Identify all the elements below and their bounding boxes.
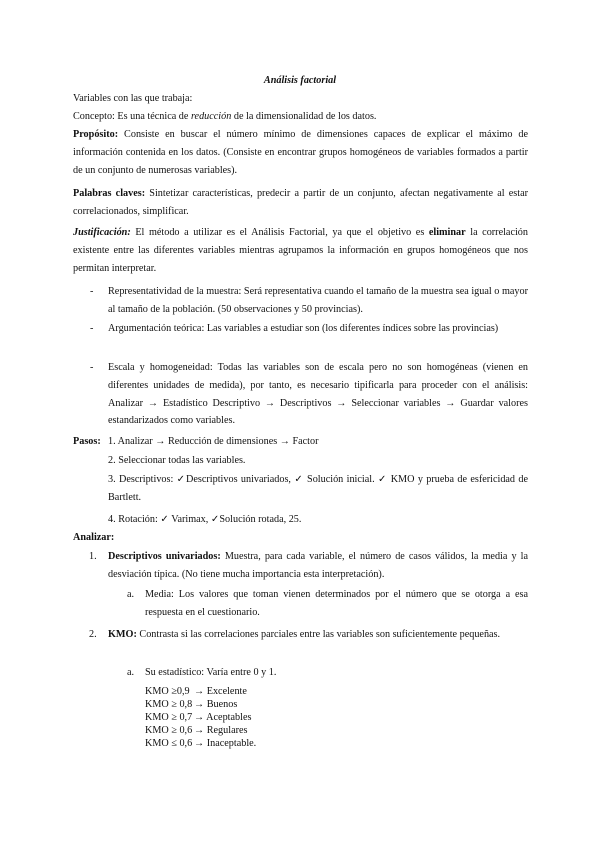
bullet-marker: - (90, 286, 94, 297)
concepto-text-post: de la dimensionalidad de los datos. (231, 111, 377, 122)
estadistico-subitem: Su estadístico: Varía entre 0 y 1. (145, 667, 277, 678)
justificacion-label: Justificación: (73, 227, 131, 238)
table-row (145, 698, 256, 711)
kmo-rating: → Aceptables (194, 712, 252, 723)
bullet-item: Argumentación teórica: Las variables a estudiar son (los diferentes índices sobre las provincias) (108, 323, 499, 334)
analizar-label: Analizar: (73, 532, 115, 543)
bullet-item: Escala y homogeneidad: Todas las variables son de escala pero no son homogéneas (vienen en diferentes unidades de medida), por tanto, es necesario tipificarla para proceder con el análisis: Analizar → Estadístico Descriptivo → Descriptivos → Seleccionar variables → Guardar valores estandarizados como variables. (108, 362, 528, 427)
proposito-label: Propósito: (73, 129, 119, 140)
kmo-threshold: KMO ≤ 0,6 (145, 738, 193, 749)
bullet-marker: - (90, 323, 94, 334)
justificacion-paragraph (73, 224, 528, 277)
concepto-paragraph (73, 108, 528, 126)
table-row (145, 685, 256, 698)
variables-line: Variables con las que trabaja: (73, 93, 193, 104)
kmo-rating: → Excelente (194, 686, 247, 697)
palabras-label: Palabras claves: (73, 188, 146, 199)
kmo-text: Contrasta si las correlaciones parciales entre las variables son suficientemente pequeñas. (136, 629, 501, 640)
concepto-label: Concepto: (73, 111, 115, 122)
analizar-item-descriptivos (108, 548, 528, 584)
pasos-step: 2. Seleccionar todas las variables. (108, 455, 246, 466)
kmo-rating: → Inaceptable. (194, 738, 257, 749)
descriptivos-text: Muestra, para cada variable, el número de casos válidos, la media y la desviación típica. (No tiene mucha importancia esta interpretación). (108, 551, 528, 580)
concepto-emphasis: reducción (190, 111, 232, 122)
media-subitem: Media: Los valores que toman vienen determinados por el número que se otorga a esa respuesta en el cuestionario. (145, 589, 528, 618)
table-row (145, 711, 256, 724)
bullet-marker: - (90, 362, 94, 373)
sub-marker: a. (127, 667, 135, 678)
kmo-rating: → Buenos (194, 699, 238, 710)
pasos-step: 4. Rotación: ✓ Varimax, ✓Solución rotada, 25. (108, 514, 302, 525)
kmo-threshold: KMO ≥ 0,6 (145, 725, 193, 736)
sub-marker: a. (127, 589, 135, 600)
justificacion-emphasis: eliminar (428, 227, 466, 238)
palabras-paragraph (73, 185, 528, 221)
document-title: Análisis factorial (263, 75, 337, 86)
justificacion-text-post: la correlación existente entre las diferentes variables mientras agrupamos la información en grupos homogéneos que nos permitan interpretar. (73, 227, 528, 274)
pasos-step: 1. Analizar → Reducción de dimensiones → Factor (108, 436, 319, 447)
list-number: 2. (89, 629, 97, 640)
justificacion-text-pre: El método a utilizar es el Análisis Factorial, ya que el objetivo es (130, 227, 429, 238)
bullet-item: Representatividad de la muestra: Será representativa cuando el tamaño de la muestra sea igual o mayor al tamaño de la población. (50 observaciones y 50 provincias). (108, 286, 528, 315)
kmo-threshold: KMO ≥ 0,7 (145, 712, 193, 723)
descriptivos-label: Descriptivos univariados: (108, 551, 221, 562)
kmo-rating: → Regulares (194, 725, 248, 736)
pasos-step: 3. Descriptivos: ✓Descriptivos univariados, ✓ Solución inicial. ✓ KMO y prueba de esfericidad de Bartlett. (108, 474, 528, 503)
kmo-label: KMO: (108, 629, 137, 640)
table-row (145, 737, 256, 750)
kmo-table (145, 685, 256, 750)
analizar-item-kmo (108, 626, 528, 644)
pasos-label-text: Pasos: (73, 436, 101, 447)
proposito-paragraph (73, 126, 528, 179)
proposito-text: Consiste en buscar el número mínimo de dimensiones capaces de explicar el máximo de información contenida en los datos. (Consiste en encontrar grupos homogéneos de variables formados a partir de un conjunto de numerosas variables). (73, 129, 528, 176)
kmo-threshold: KMO ≥0,9 (145, 686, 190, 697)
table-row (145, 724, 256, 737)
list-number: 1. (89, 551, 97, 562)
concepto-text-pre: Es una técnica de (114, 111, 191, 122)
palabras-text: Sintetizar características, predecir a partir de un conjunto, afectan negativamente al estar correlacionados, simplificar. (73, 188, 528, 217)
kmo-threshold: KMO ≥ 0,8 (145, 699, 193, 710)
